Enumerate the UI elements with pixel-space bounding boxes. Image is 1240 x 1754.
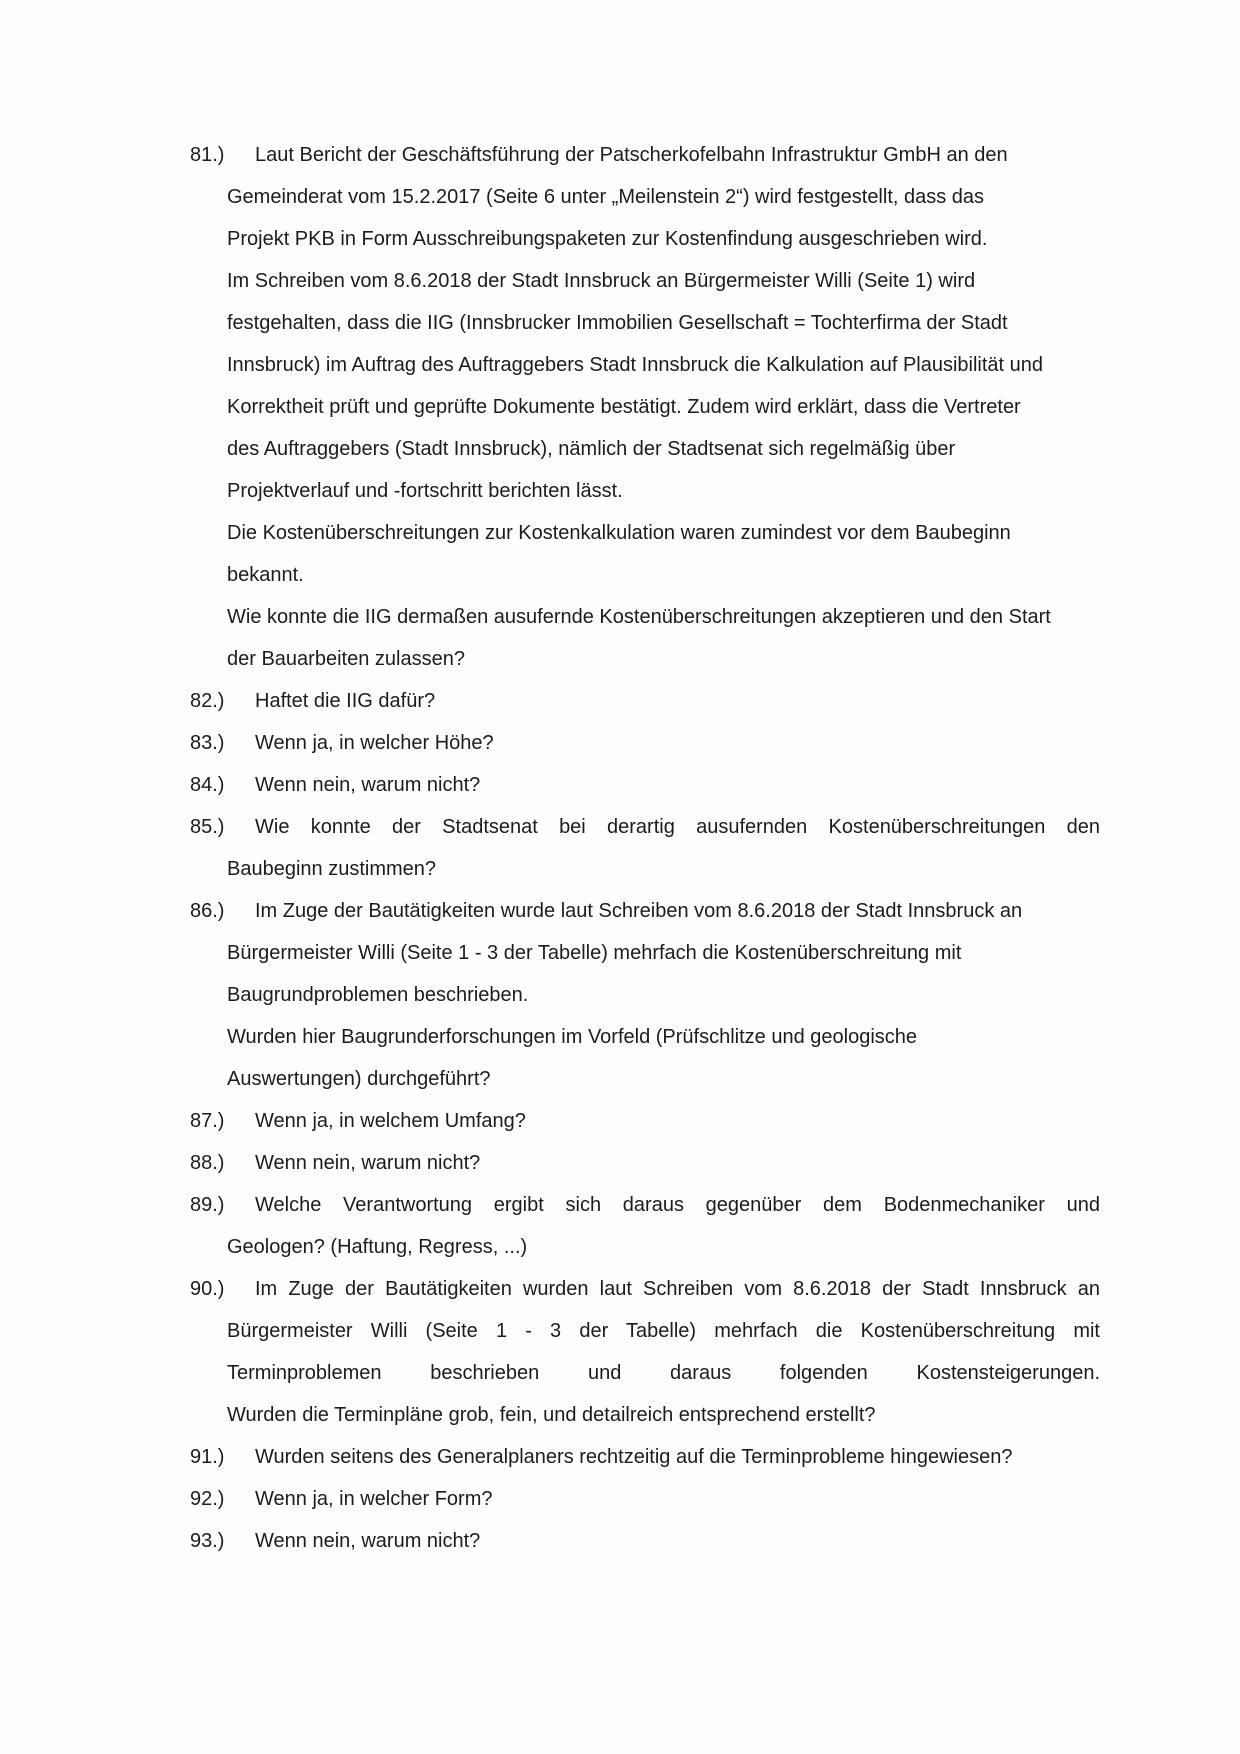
question-text: [190, 890, 1100, 1100]
text-line: Auswertungen) durchgeführt?: [227, 1068, 491, 1090]
text-line: Laut Bericht der Geschäftsführung der Patscherkofelbahn Infrastruktur GmbH an den: [255, 144, 1008, 166]
question-text: [190, 806, 1100, 890]
text-line: Projekt PKB in Form Ausschreibungspaketen zur Kostenfindung ausgeschrieben wird.: [227, 228, 988, 250]
text-line: Im Zuge der Bautätigkeiten wurden laut Schreiben vom 8.6.2018 der Stadt Innsbruck an: [255, 1278, 1100, 1300]
question-text: [190, 722, 1100, 764]
question-item: [190, 806, 1100, 890]
text-line: Baubeginn zustimmen?: [227, 858, 437, 880]
question-number: 91.): [190, 1446, 225, 1468]
question-item: [190, 1268, 1100, 1436]
question-text: [190, 1520, 1100, 1562]
text-line: Projektverlauf und -fortschritt berichten lässt.: [227, 480, 623, 502]
text-line: Wenn ja, in welcher Form?: [255, 1488, 493, 1510]
text-line: Wie konnte der Stadtsenat bei derartig ausufernden Kostenüberschreitungen den: [255, 816, 1100, 838]
text-line: Wenn ja, in welcher Höhe?: [255, 732, 494, 754]
text-line: Wie konnte die IIG dermaßen ausufernde Kostenüberschreitungen akzeptieren und den Start: [227, 606, 1051, 628]
question-text: [190, 1100, 1100, 1142]
text-line: Korrektheit prüft und geprüfte Dokumente bestätigt. Zudem wird erklärt, dass die Vertreter: [227, 396, 1021, 418]
question-number: 93.): [190, 1530, 225, 1552]
question-text: [190, 1268, 1100, 1436]
question-text: [190, 134, 1100, 680]
text-line: Baugrundproblemen beschrieben.: [227, 984, 529, 1006]
text-line: des Auftraggebers (Stadt Innsbruck), nämlich der Stadtsenat sich regelmäßig über: [227, 438, 956, 460]
question-number: 86.): [190, 900, 225, 922]
text-line: bekannt.: [227, 564, 304, 586]
question-item: [190, 134, 1100, 680]
text-line: Wenn nein, warum nicht?: [255, 774, 481, 796]
text-line: Wurden seitens des Generalplaners rechtzeitig auf die Terminprobleme hingewiesen?: [255, 1446, 1013, 1468]
text-line: Bürgermeister Willi (Seite 1 - 3 der Tabelle) mehrfach die Kostenüberschreitung mit: [227, 1320, 1100, 1342]
text-line: Welche Verantwortung ergibt sich daraus gegenüber dem Bodenmechaniker und: [255, 1194, 1100, 1216]
question-number: 84.): [190, 774, 225, 796]
text-line: Wenn ja, in welchem Umfang?: [255, 1110, 526, 1132]
text-line: der Bauarbeiten zulassen?: [227, 648, 465, 670]
question-item: [190, 1520, 1100, 1562]
question-number: 83.): [190, 732, 225, 754]
question-text: [190, 1478, 1100, 1520]
question-item: [190, 1142, 1100, 1184]
question-number: 92.): [190, 1488, 225, 1510]
text-line: Haftet die IIG dafür?: [255, 690, 436, 712]
question-item: [190, 680, 1100, 722]
text-line: festgehalten, dass die IIG (Innsbrucker Immobilien Gesellschaft = Tochterfirma der Stadt: [227, 312, 1008, 334]
question-item: [190, 1100, 1100, 1142]
text-line: Wenn nein, warum nicht?: [255, 1152, 481, 1174]
text-line: Bürgermeister Willi (Seite 1 - 3 der Tabelle) mehrfach die Kostenüberschreitung mit: [227, 942, 962, 964]
question-number: 90.): [190, 1278, 225, 1300]
question-item: [190, 764, 1100, 806]
question-item: [190, 1436, 1100, 1478]
question-text: [190, 1436, 1100, 1478]
question-item: [190, 722, 1100, 764]
text-line: Die Kostenüberschreitungen zur Kostenkalkulation waren zumindest vor dem Baubeginn: [227, 522, 1011, 544]
question-number: 88.): [190, 1152, 225, 1174]
text-line: Wurden die Terminpläne grob, fein, und detailreich entsprechend erstellt?: [227, 1404, 876, 1426]
question-list: [190, 134, 1100, 1562]
question-text: [190, 764, 1100, 806]
question-number: 81.): [190, 144, 225, 166]
question-number: 82.): [190, 690, 225, 712]
question-number: 87.): [190, 1110, 225, 1132]
question-number: 85.): [190, 816, 225, 838]
question-number: 89.): [190, 1194, 225, 1216]
question-text: [190, 1142, 1100, 1184]
text-line: Wenn nein, warum nicht?: [255, 1530, 481, 1552]
text-line: Im Schreiben vom 8.6.2018 der Stadt Innsbruck an Bürgermeister Willi (Seite 1) wird: [227, 270, 976, 292]
text-line: Geologen? (Haftung, Regress, ...): [227, 1236, 528, 1258]
question-item: [190, 890, 1100, 1100]
text-line: Terminproblemen beschrieben und daraus folgenden Kostensteigerungen.: [227, 1362, 1100, 1384]
question-item: [190, 1184, 1100, 1268]
question-text: [190, 1184, 1100, 1268]
text-line: Wurden hier Baugrunderforschungen im Vorfeld (Prüfschlitze und geologische: [227, 1026, 918, 1048]
text-line: Innsbruck) im Auftrag des Auftraggebers Stadt Innsbruck die Kalkulation auf Plausibilität und: [227, 354, 1044, 376]
text-line: Im Zuge der Bautätigkeiten wurde laut Schreiben vom 8.6.2018 der Stadt Innsbruck an: [255, 900, 1023, 922]
question-text: [190, 680, 1100, 722]
text-line: Gemeinderat vom 15.2.2017 (Seite 6 unter „Meilenstein 2“) wird festgestellt, dass das: [227, 186, 985, 208]
question-item: [190, 1478, 1100, 1520]
